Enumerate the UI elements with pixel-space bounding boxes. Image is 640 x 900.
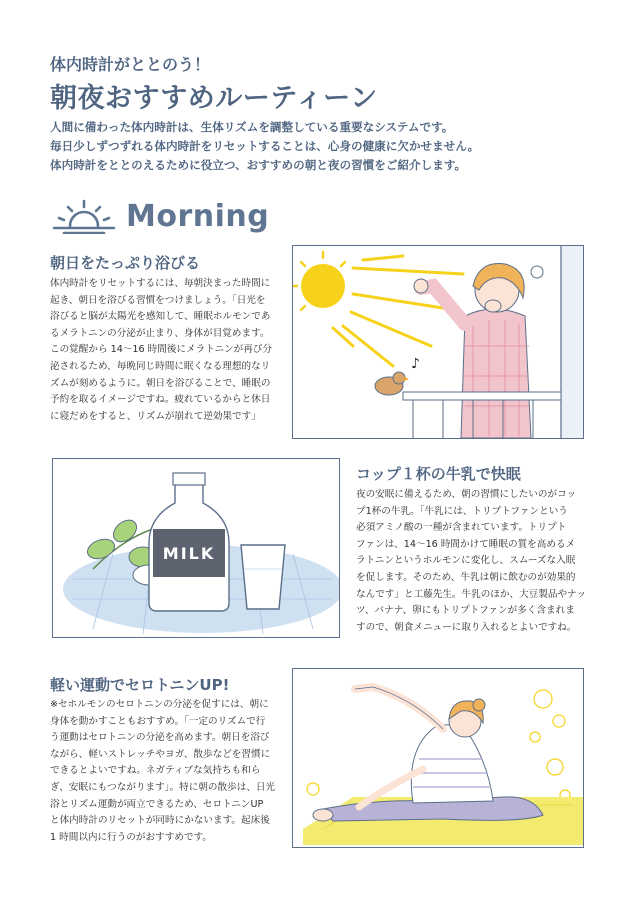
woman-yoga-illustration (293, 669, 583, 847)
body-line: と体内時計のリセットが同時にかないます。起床後 (50, 815, 270, 827)
body-line: 予約を取るイメージですね。疲れているからと休日 (50, 394, 271, 406)
body-line: に寝だめをすると、リズムが崩れて逆効果です」 (50, 410, 261, 422)
section-heading-exercise: 軽い運動でセロトニンUP! (50, 676, 230, 694)
illustration-exercise (292, 668, 584, 848)
morning-label: Morning (126, 198, 270, 234)
body-line: この覚醒から 14〜16 時間後にメラトニンが再び分 (50, 344, 273, 356)
body-line: プ1杯の牛乳。「牛乳には、トリプトファンという (356, 505, 568, 517)
page-kicker: 体内時計がととのう！ (50, 55, 211, 74)
body-line: 起き、朝日を浴びる習慣をつけましょう。「日光を (50, 294, 266, 306)
body-line: ながら、軽いストレッチやヨガ、散歩などを習慣に (50, 748, 271, 760)
body-line: なんです」と工藤先生。牛乳のほか、大豆製品やナッ (356, 588, 587, 600)
body-line: 必須アミノ酸の一種が含まれています。トリプト (356, 522, 567, 534)
body-line: 浴とリズム運動が両立できるため、セロトニンUP (50, 798, 264, 810)
section-heading-sunlight: 朝日をたっぷり浴びる (50, 254, 201, 272)
body-line: を促します。そのため、牛乳は朝に飲むのが効果的 (356, 571, 576, 583)
body-line: ファンは、14〜16 時間かけて睡眠の質を高めるメ (356, 538, 576, 550)
body-line: ぎ、安眠にもつながります」。特に朝の散歩は、日光 (50, 781, 276, 793)
sun-icon (301, 264, 345, 308)
sunrise-icon (50, 198, 118, 234)
milk-glass (241, 545, 285, 609)
body-line: ズムが刻めるように。朝日を浴びることで、睡眠の (50, 377, 271, 389)
body-line: ※セホルモンのセロトニンの分泌を促すには、朝に (50, 699, 269, 710)
intro-line: 毎日少しずつずれる体内時計をリセットすることは、心身の健康に欠かせません。 (50, 139, 480, 153)
illustration-sunlight (292, 245, 584, 439)
body-line: 体内時計をリセットするには、毎朝決まった時間に (50, 278, 271, 289)
body-line: 1 時間以内に行うのがおすすめです。 (50, 831, 212, 843)
intro-line: 人間に備わった体内時計は、生体リズムを調整している重要なシステムです。 (50, 120, 454, 134)
body-line: 夜の安眠に備えるため、朝の習慣にしたいのがコッ (356, 489, 577, 500)
woman-stretching-sun-illustration (293, 246, 583, 438)
section-body-milk (356, 487, 586, 636)
body-line: 浴びると脳が太陽光を感知して、睡眠ホルモンであ (50, 311, 271, 323)
body-line: 泌されるため、毎晩同じ時間に眠くなる理想的なリ (50, 360, 271, 372)
body-line: ツ、バナナ、卵にもトリプトファンが多く含まれま (356, 605, 575, 617)
milk-label: MILK (162, 544, 216, 563)
illustration-milk (52, 458, 340, 638)
body-line: 身体を動かすこともおすすめ。「一定のリズムで行 (50, 715, 266, 727)
body-line: できるとよいですね。ネガティブな気持ちも和ら (50, 765, 261, 777)
body-line: すので、朝食メニューに取り入れるとよいですね。 (356, 621, 577, 633)
body-line: う運動はセロトニンの分泌を高めます。朝日を浴び (50, 732, 270, 744)
svg-text:♪: ♪ (411, 356, 420, 372)
section-body-sunlight (50, 276, 272, 425)
intro-line: 体内時計をととのえるために役立つ、おすすめの朝と夜の習慣をご紹介します。 (50, 158, 467, 172)
page-title: 朝夜おすすめルーティーン (50, 83, 378, 114)
milk-bottle-glass-illustration (53, 459, 339, 637)
intro-text (50, 118, 610, 175)
section-heading-milk: コップ１杯の牛乳で快眠 (356, 465, 521, 483)
section-body-exercise (50, 697, 275, 846)
body-line: ラトニンというホルモンに変化し、スムーズな入眠 (356, 555, 576, 567)
body-line: るメラトニンの分泌が止まり、身体が目覚めます。 (50, 327, 270, 339)
morning-heading (50, 196, 269, 236)
